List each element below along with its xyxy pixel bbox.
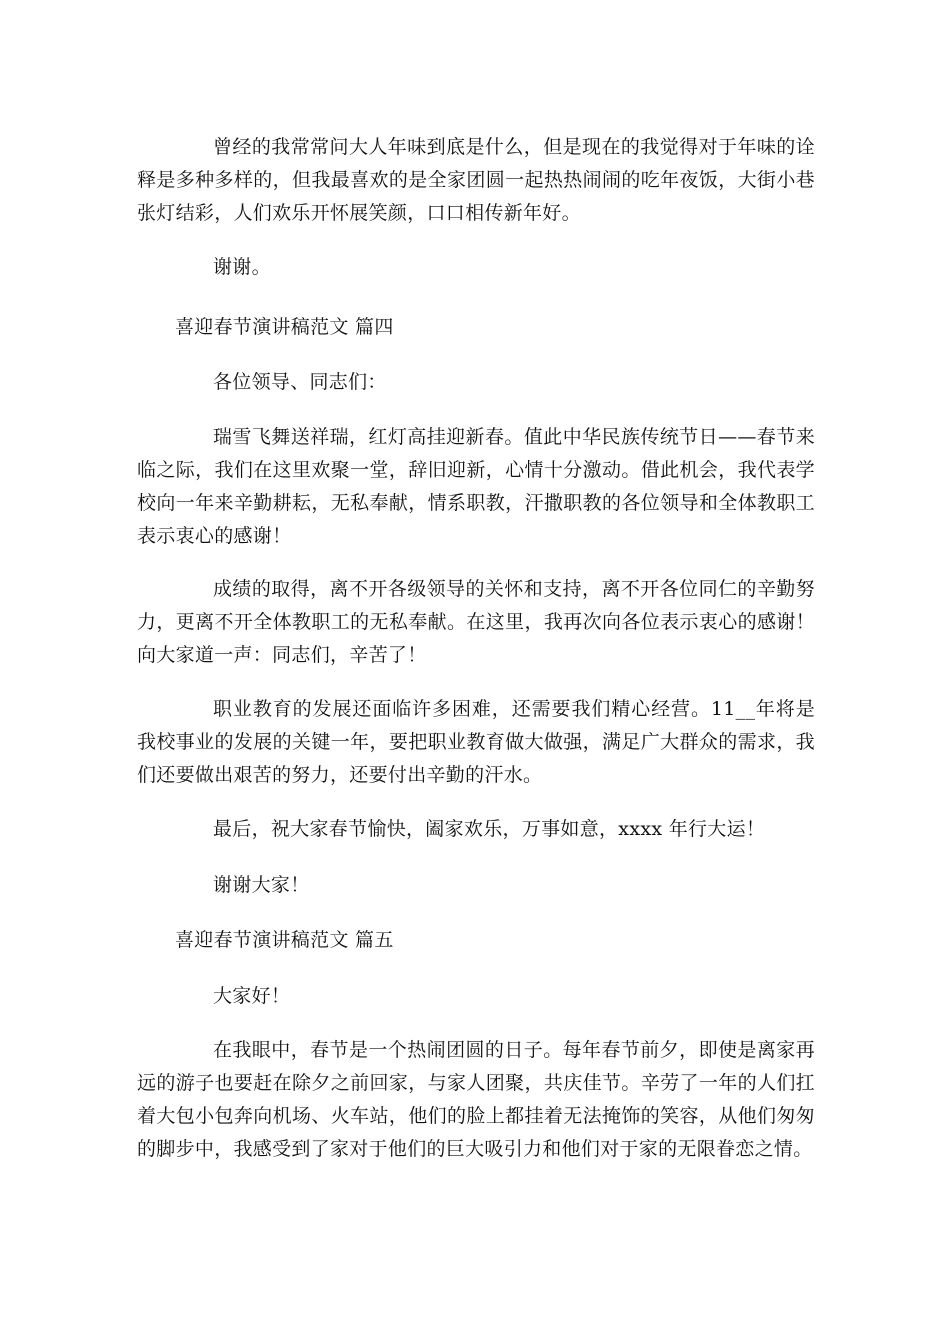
paragraph-spring-festival-reunion: 在我眼中，春节是一个热闹团圆的日子。每年春节前夕，即使是离家再远的游子也要赶在除夕之前回家，与家人团聚，共庆佳节。辛劳了一年的人们扛着大包小包奔向机场、火车站，他们的脸上都挂着无法掩饰的笑容，从他们匆匆的脚步中，我感受到了家对于他们的巨大吸引力和他们对于家的无限眷恋之情。: [137, 1039, 815, 1160]
paragraph-final-wishes: 最后，祝大家春节愉快，阖家欢乐，万事如意，xxxx 年行大运！: [213, 818, 766, 840]
section-heading-part-five: 喜迎春节演讲稿范文 篇五: [175, 929, 394, 951]
paragraph-thank-everyone: 谢谢大家！: [213, 874, 310, 896]
paragraph-intro-nianwei: 曾经的我常常问大人年味到底是什么，但是现在的我觉得对于年味的诠释是多种多样的，但我最喜欢的是全家团圆一起热热闹闹的吃年夜饭，大街小巷张灯结彩，人们欢乐开怀展笑颜，口口相传新年好。: [137, 136, 815, 224]
paragraph-hello-everyone: 大家好！: [213, 985, 291, 1007]
paragraph-thanks: 谢谢。: [213, 256, 271, 278]
paragraph-greeting-leaders: 各位领导、同志们：: [213, 371, 387, 393]
paragraph-vocational-education: 职业教育的发展还面临许多困难，还需要我们精心经营。11__年将是我校事业的发展的关键一年，要把职业教育做大做强，满足广大群众的需求，我们还要做出艰苦的努力，还要付出辛勤的汗水。: [137, 698, 815, 786]
paragraph-new-year-welcome: 瑞雪飞舞送祥瑞，红灯高挂迎新春。值此中华民族传统节日——春节来临之际，我们在这里欢聚一堂，辞旧迎新，心情十分激动。借此机会，我代表学校向一年来辛勤耕耘，无私奉献，情系职教，汗撒职教的各位领导和全体教职工表示衷心的感谢！: [137, 426, 815, 547]
section-heading-part-four: 喜迎春节演讲稿范文 篇四: [175, 316, 394, 338]
paragraph-achievements: 成绩的取得，离不开各级领导的关怀和支持，离不开各位同仁的辛勤努力，更离不开全体教职工的无私奉献。在这里，我再次向各位表示衷心的感谢！向大家道一声：同志们，辛苦了！: [137, 578, 815, 666]
